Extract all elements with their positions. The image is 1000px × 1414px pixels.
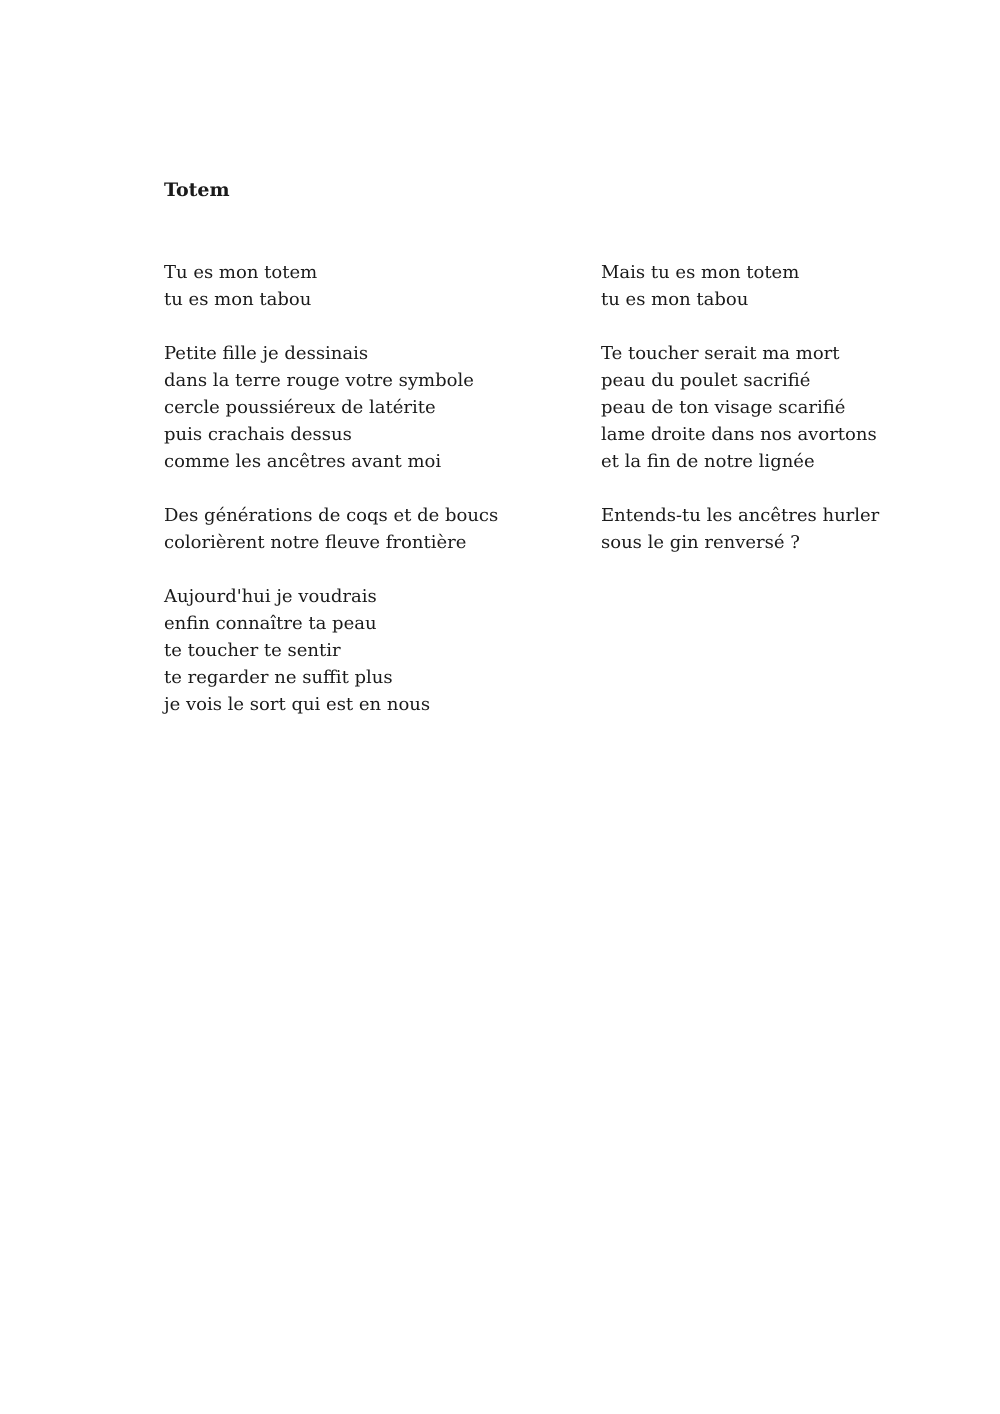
verse-line: dans la terre rouge votre symbole <box>164 370 474 391</box>
verse-line: lame droite dans nos avortons <box>601 424 877 445</box>
stanza <box>164 583 564 718</box>
verse-line: sous le gin renversé ? <box>601 532 800 553</box>
verse-line: et la fin de notre lignée <box>601 451 815 472</box>
verse-line: te regarder ne suffit plus <box>164 667 393 688</box>
verse-line: peau du poulet sacrifié <box>601 370 811 391</box>
stanza <box>601 340 1000 475</box>
verse-line: enfin connaître ta peau <box>164 613 377 634</box>
stanza <box>164 502 564 556</box>
poem-title: Totem <box>164 179 230 201</box>
right-column <box>601 259 1000 583</box>
verse-line: te toucher te sentir <box>164 640 341 661</box>
verse-line: tu es mon tabou <box>601 289 749 310</box>
verse-line: Te toucher serait ma mort <box>601 343 840 364</box>
left-column <box>164 259 564 745</box>
stanza <box>601 502 1000 556</box>
verse-line: Aujourd'hui je voudrais <box>164 586 377 607</box>
verse-line: Des générations de coqs et de boucs <box>164 505 499 526</box>
verse-line: peau de ton visage scarifié <box>601 397 846 418</box>
stanza <box>164 259 564 313</box>
verse-line: cercle poussiéreux de latérite <box>164 397 436 418</box>
verse-line: Tu es mon totem <box>164 262 318 283</box>
verse-line: Petite fille je dessinais <box>164 343 369 364</box>
verse-line: colorièrent notre fleuve frontière <box>164 532 467 553</box>
verse-line: je vois le sort qui est en nous <box>164 694 431 715</box>
verse-line: tu es mon tabou <box>164 289 312 310</box>
verse-line: Mais tu es mon totem <box>601 262 800 283</box>
stanza <box>164 340 564 475</box>
verse-line: comme les ancêtres avant moi <box>164 451 442 472</box>
verse-line: puis crachais dessus <box>164 424 352 445</box>
stanza <box>601 259 1000 313</box>
verse-line: Entends-tu les ancêtres hurler <box>601 505 880 526</box>
